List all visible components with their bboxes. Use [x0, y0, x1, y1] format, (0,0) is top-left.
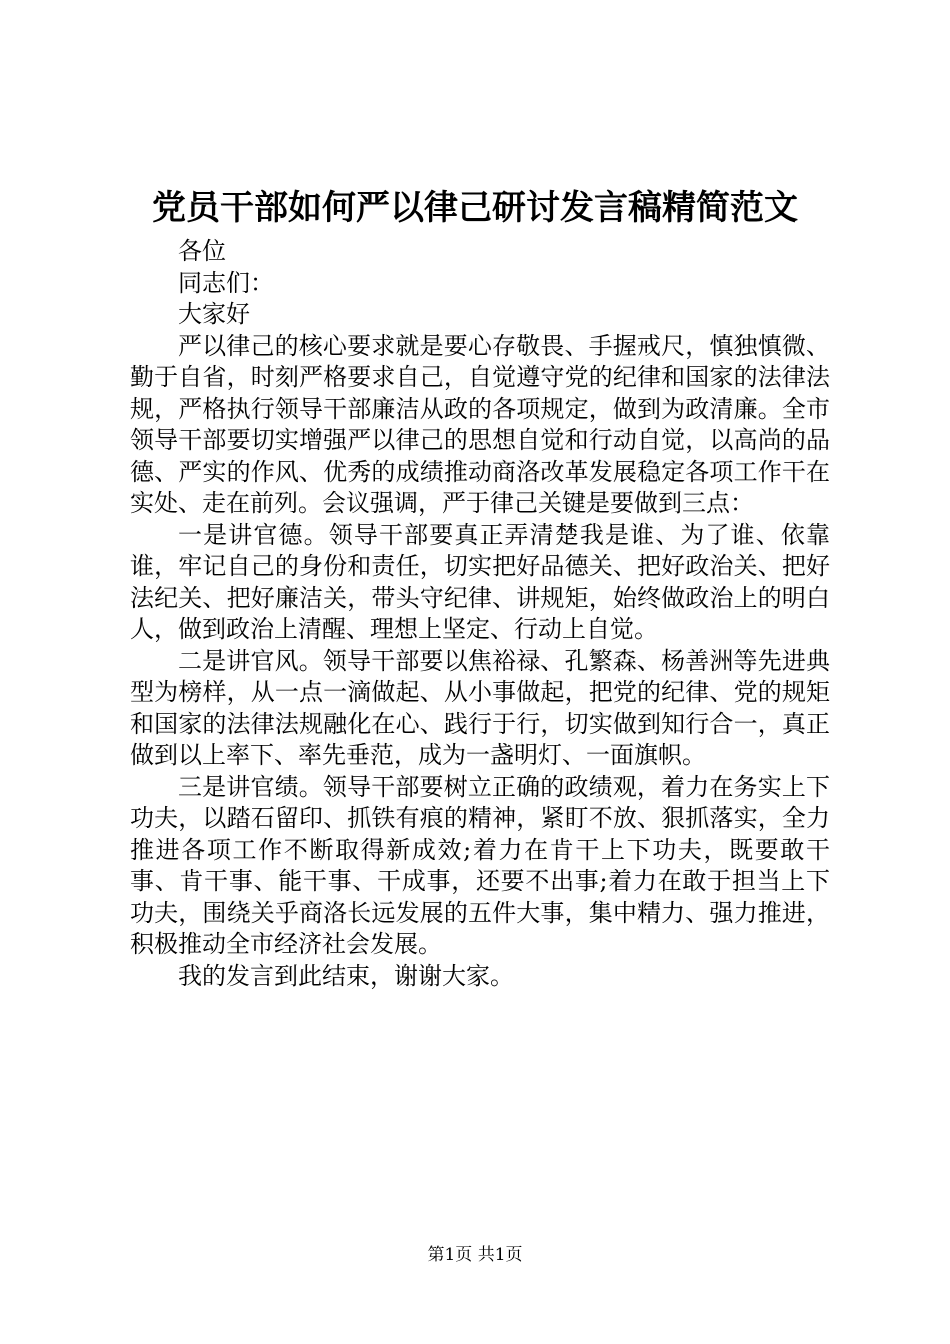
body-paragraph: 三是讲官绩。领导干部要树立正确的政绩观，着力在务实上下功夫，以踏石留印、抓铁有痕的精神，紧盯不放、狠抓落实，全力推进各项工作不断取得新成效;着力在肯干上下功夫，既要敢干事、肯干事、能干事、干成事，还要不出事;着力在敢于担当上下功夫，围绕关乎商洛长远发展的五件大事，集中精力、强力推进，积极推动全市经济社会发展。	[130, 772, 830, 958]
greeting-line: 大家好	[178, 300, 250, 328]
salutation-line: 各位	[178, 237, 226, 265]
document-title: 党员干部如何严以律己研讨发言稿精简范文	[152, 188, 798, 228]
body-paragraph: 严以律己的核心要求就是要心存敬畏、手握戒尺，慎独慎微、勤于自省，时刻严格要求自己，自觉遵守党的纪律和国家的法律法规，严格执行领导干部廉洁从政的各项规定，做到为政清廉。全市领导干部要切实增强严以律己的思想自觉和行动自觉，以高尚的品德、严实的作风、优秀的成绩推动商洛改革发展稳定各项工作干在实处、走在前列。会议强调，严于律己关键是要做到三点：	[130, 331, 830, 517]
document-body	[130, 236, 830, 992]
body-paragraph: 二是讲官风。领导干部要以焦裕禄、孔繁森、杨善洲等先进典型为榜样，从一点一滴做起、从小事做起，把党的纪律、党的规矩和国家的法律法规融化在心、践行于行，切实做到知行合一，真正做到以上率下、率先垂范，成为一盏明灯、一面旗帜。	[130, 646, 830, 769]
salutation-line: 同志们：	[178, 268, 274, 297]
page-footer: 第1页 共1页	[427, 1245, 523, 1265]
closing-line: 我的发言到此结束，谢谢大家。	[178, 961, 514, 990]
body-paragraph: 一是讲官德。领导干部要真正弄清楚我是谁、为了谁、依靠谁，牢记自己的身份和责任，切实把好品德关、把好政治关、把好法纪关、把好廉洁关，带头守纪律、讲规矩，始终做政治上的明白人，做到政治上清醒、理想上坚定、行动上自觉。	[130, 520, 830, 643]
